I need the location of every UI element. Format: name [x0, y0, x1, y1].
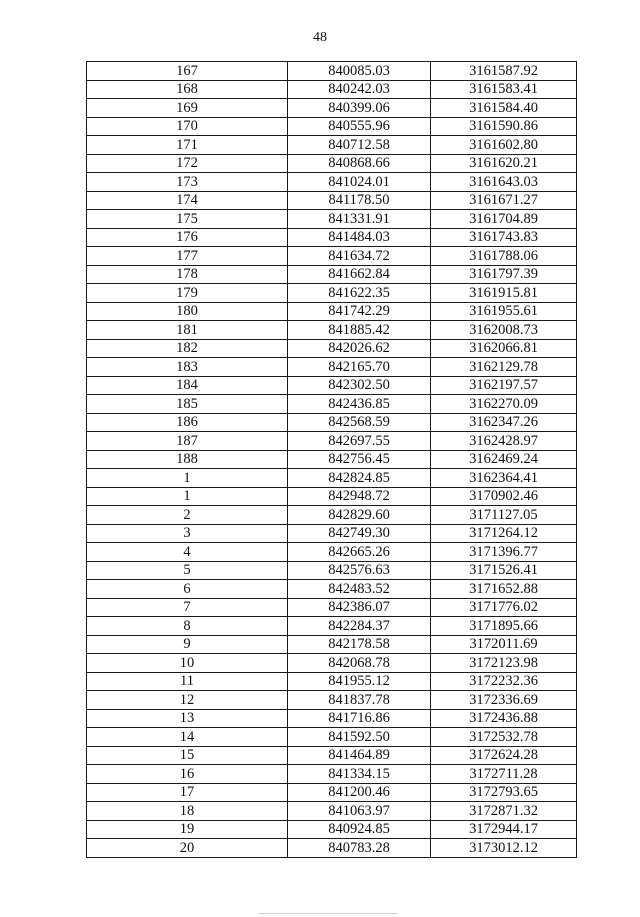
y-coordinate-cell: 3162428.97: [431, 432, 577, 451]
y-coordinate-cell: 3170902.46: [431, 487, 577, 506]
table-row: [87, 117, 577, 136]
table-row: [87, 99, 577, 118]
point-number-cell: 187: [87, 432, 288, 451]
point-number-cell: 12: [87, 691, 288, 710]
point-number-cell: 178: [87, 265, 288, 284]
x-coordinate-cell: 841484.03: [288, 228, 431, 247]
x-coordinate-cell: 842568.59: [288, 413, 431, 432]
y-coordinate-cell: 3162008.73: [431, 321, 577, 340]
table-row: [87, 635, 577, 654]
x-coordinate-cell: 840783.28: [288, 839, 431, 858]
x-coordinate-cell: 840085.03: [288, 62, 431, 81]
table-row: [87, 580, 577, 599]
x-coordinate-cell: 842436.85: [288, 395, 431, 414]
point-number-cell: 7: [87, 598, 288, 617]
table-row: [87, 154, 577, 173]
y-coordinate-cell: 3172871.32: [431, 802, 577, 821]
x-coordinate-cell: 841662.84: [288, 265, 431, 284]
point-number-cell: 170: [87, 117, 288, 136]
table-row: [87, 450, 577, 469]
x-coordinate-cell: 841178.50: [288, 191, 431, 210]
y-coordinate-cell: 3162270.09: [431, 395, 577, 414]
y-coordinate-cell: 3171652.88: [431, 580, 577, 599]
point-number-cell: 184: [87, 376, 288, 395]
y-coordinate-cell: 3172624.28: [431, 746, 577, 765]
point-number-cell: 14: [87, 728, 288, 747]
x-coordinate-cell: 841334.15: [288, 765, 431, 784]
x-coordinate-cell: 841742.29: [288, 302, 431, 321]
point-number-cell: 175: [87, 210, 288, 229]
y-coordinate-cell: 3162197.57: [431, 376, 577, 395]
point-number-cell: 173: [87, 173, 288, 192]
x-coordinate-cell: 841955.12: [288, 672, 431, 691]
x-coordinate-cell: 841024.01: [288, 173, 431, 192]
table-row: [87, 80, 577, 99]
y-coordinate-cell: 3161587.92: [431, 62, 577, 81]
x-coordinate-cell: 842284.37: [288, 617, 431, 636]
y-coordinate-cell: 3173012.12: [431, 839, 577, 858]
y-coordinate-cell: 3162469.24: [431, 450, 577, 469]
point-number-cell: 186: [87, 413, 288, 432]
x-coordinate-cell: 841200.46: [288, 783, 431, 802]
page-number: 48: [313, 30, 327, 45]
point-number-cell: 172: [87, 154, 288, 173]
x-coordinate-cell: 842576.63: [288, 561, 431, 580]
coordinate-table-body: [87, 62, 577, 858]
y-coordinate-cell: 3161788.06: [431, 247, 577, 266]
point-number-cell: 177: [87, 247, 288, 266]
point-number-cell: 4: [87, 543, 288, 562]
x-coordinate-cell: 842483.52: [288, 580, 431, 599]
x-coordinate-cell: 840924.85: [288, 820, 431, 839]
table-row: [87, 709, 577, 728]
point-number-cell: 1: [87, 487, 288, 506]
y-coordinate-cell: 3161671.27: [431, 191, 577, 210]
x-coordinate-cell: 842756.45: [288, 450, 431, 469]
point-number-cell: 8: [87, 617, 288, 636]
scan-edge-line: [258, 913, 398, 914]
x-coordinate-cell: 842386.07: [288, 598, 431, 617]
table-row: [87, 617, 577, 636]
table-row: [87, 487, 577, 506]
table-row: [87, 543, 577, 562]
table-row: [87, 598, 577, 617]
x-coordinate-cell: 842178.58: [288, 635, 431, 654]
point-number-cell: 180: [87, 302, 288, 321]
y-coordinate-cell: 3162129.78: [431, 358, 577, 377]
x-coordinate-cell: 842697.55: [288, 432, 431, 451]
table-row: [87, 746, 577, 765]
table-row: [87, 654, 577, 673]
y-coordinate-cell: 3162364.41: [431, 469, 577, 488]
x-coordinate-cell: 840555.96: [288, 117, 431, 136]
table-row: [87, 561, 577, 580]
table-row: [87, 413, 577, 432]
point-number-cell: 2: [87, 506, 288, 525]
table-row: [87, 191, 577, 210]
table-row: [87, 802, 577, 821]
y-coordinate-cell: 3171895.66: [431, 617, 577, 636]
y-coordinate-cell: 3172232.36: [431, 672, 577, 691]
point-number-cell: 174: [87, 191, 288, 210]
y-coordinate-cell: 3161797.39: [431, 265, 577, 284]
x-coordinate-cell: 840242.03: [288, 80, 431, 99]
table-row: [87, 228, 577, 247]
y-coordinate-cell: 3171127.05: [431, 506, 577, 525]
point-number-cell: 169: [87, 99, 288, 118]
point-number-cell: 11: [87, 672, 288, 691]
table-row: [87, 136, 577, 155]
table-row: [87, 358, 577, 377]
point-number-cell: 179: [87, 284, 288, 303]
table-row: [87, 265, 577, 284]
point-number-cell: 182: [87, 339, 288, 358]
table-row: [87, 672, 577, 691]
table-row: [87, 339, 577, 358]
table-row: [87, 247, 577, 266]
table-row: [87, 284, 577, 303]
x-coordinate-cell: 842749.30: [288, 524, 431, 543]
y-coordinate-cell: 3172944.17: [431, 820, 577, 839]
y-coordinate-cell: 3161620.21: [431, 154, 577, 173]
y-coordinate-cell: 3161704.89: [431, 210, 577, 229]
table-row: [87, 469, 577, 488]
table-row: [87, 321, 577, 340]
x-coordinate-cell: 842824.85: [288, 469, 431, 488]
point-number-cell: 18: [87, 802, 288, 821]
point-number-cell: 19: [87, 820, 288, 839]
point-number-cell: 16: [87, 765, 288, 784]
y-coordinate-cell: 3171776.02: [431, 598, 577, 617]
x-coordinate-cell: 840712.58: [288, 136, 431, 155]
point-number-cell: 9: [87, 635, 288, 654]
table-row: [87, 210, 577, 229]
y-coordinate-cell: 3172336.69: [431, 691, 577, 710]
y-coordinate-cell: 3172532.78: [431, 728, 577, 747]
y-coordinate-cell: 3171264.12: [431, 524, 577, 543]
x-coordinate-cell: 841622.35: [288, 284, 431, 303]
y-coordinate-cell: 3161955.61: [431, 302, 577, 321]
table-row: [87, 62, 577, 81]
y-coordinate-cell: 3161590.86: [431, 117, 577, 136]
y-coordinate-cell: 3172711.28: [431, 765, 577, 784]
point-number-cell: 6: [87, 580, 288, 599]
y-coordinate-cell: 3171526.41: [431, 561, 577, 580]
table-row: [87, 432, 577, 451]
table-row: [87, 783, 577, 802]
point-number-cell: 5: [87, 561, 288, 580]
table-row: [87, 691, 577, 710]
x-coordinate-cell: 841331.91: [288, 210, 431, 229]
x-coordinate-cell: 841716.86: [288, 709, 431, 728]
x-coordinate-cell: 841837.78: [288, 691, 431, 710]
x-coordinate-cell: 842829.60: [288, 506, 431, 525]
table-row: [87, 395, 577, 414]
point-number-cell: 13: [87, 709, 288, 728]
x-coordinate-cell: 841063.97: [288, 802, 431, 821]
table-row: [87, 302, 577, 321]
table-row: [87, 765, 577, 784]
y-coordinate-cell: 3172123.98: [431, 654, 577, 673]
x-coordinate-cell: 842165.70: [288, 358, 431, 377]
point-number-cell: 188: [87, 450, 288, 469]
x-coordinate-cell: 841634.72: [288, 247, 431, 266]
y-coordinate-cell: 3161583.41: [431, 80, 577, 99]
point-number-cell: 181: [87, 321, 288, 340]
table-row: [87, 728, 577, 747]
y-coordinate-cell: 3161602.80: [431, 136, 577, 155]
point-number-cell: 167: [87, 62, 288, 81]
y-coordinate-cell: 3162066.81: [431, 339, 577, 358]
table-row: [87, 820, 577, 839]
y-coordinate-cell: 3161915.81: [431, 284, 577, 303]
y-coordinate-cell: 3161643.03: [431, 173, 577, 192]
y-coordinate-cell: 3161584.40: [431, 99, 577, 118]
y-coordinate-cell: 3162347.26: [431, 413, 577, 432]
y-coordinate-cell: 3172011.69: [431, 635, 577, 654]
y-coordinate-cell: 3171396.77: [431, 543, 577, 562]
y-coordinate-cell: 3172793.65: [431, 783, 577, 802]
table-row: [87, 524, 577, 543]
point-number-cell: 183: [87, 358, 288, 377]
x-coordinate-cell: 841885.42: [288, 321, 431, 340]
x-coordinate-cell: 842302.50: [288, 376, 431, 395]
point-number-cell: 171: [87, 136, 288, 155]
point-number-cell: 20: [87, 839, 288, 858]
table-row: [87, 506, 577, 525]
point-number-cell: 168: [87, 80, 288, 99]
point-number-cell: 10: [87, 654, 288, 673]
table-row: [87, 173, 577, 192]
x-coordinate-cell: 842026.62: [288, 339, 431, 358]
x-coordinate-cell: 841592.50: [288, 728, 431, 747]
x-coordinate-cell: 841464.89: [288, 746, 431, 765]
y-coordinate-cell: 3161743.83: [431, 228, 577, 247]
point-number-cell: 3: [87, 524, 288, 543]
y-coordinate-cell: 3172436.88: [431, 709, 577, 728]
coordinate-table: [86, 61, 577, 858]
x-coordinate-cell: 842948.72: [288, 487, 431, 506]
point-number-cell: 176: [87, 228, 288, 247]
x-coordinate-cell: 842068.78: [288, 654, 431, 673]
point-number-cell: 1: [87, 469, 288, 488]
point-number-cell: 17: [87, 783, 288, 802]
point-number-cell: 15: [87, 746, 288, 765]
table-row: [87, 839, 577, 858]
point-number-cell: 185: [87, 395, 288, 414]
table-row: [87, 376, 577, 395]
x-coordinate-cell: 842665.26: [288, 543, 431, 562]
x-coordinate-cell: 840399.06: [288, 99, 431, 118]
x-coordinate-cell: 840868.66: [288, 154, 431, 173]
